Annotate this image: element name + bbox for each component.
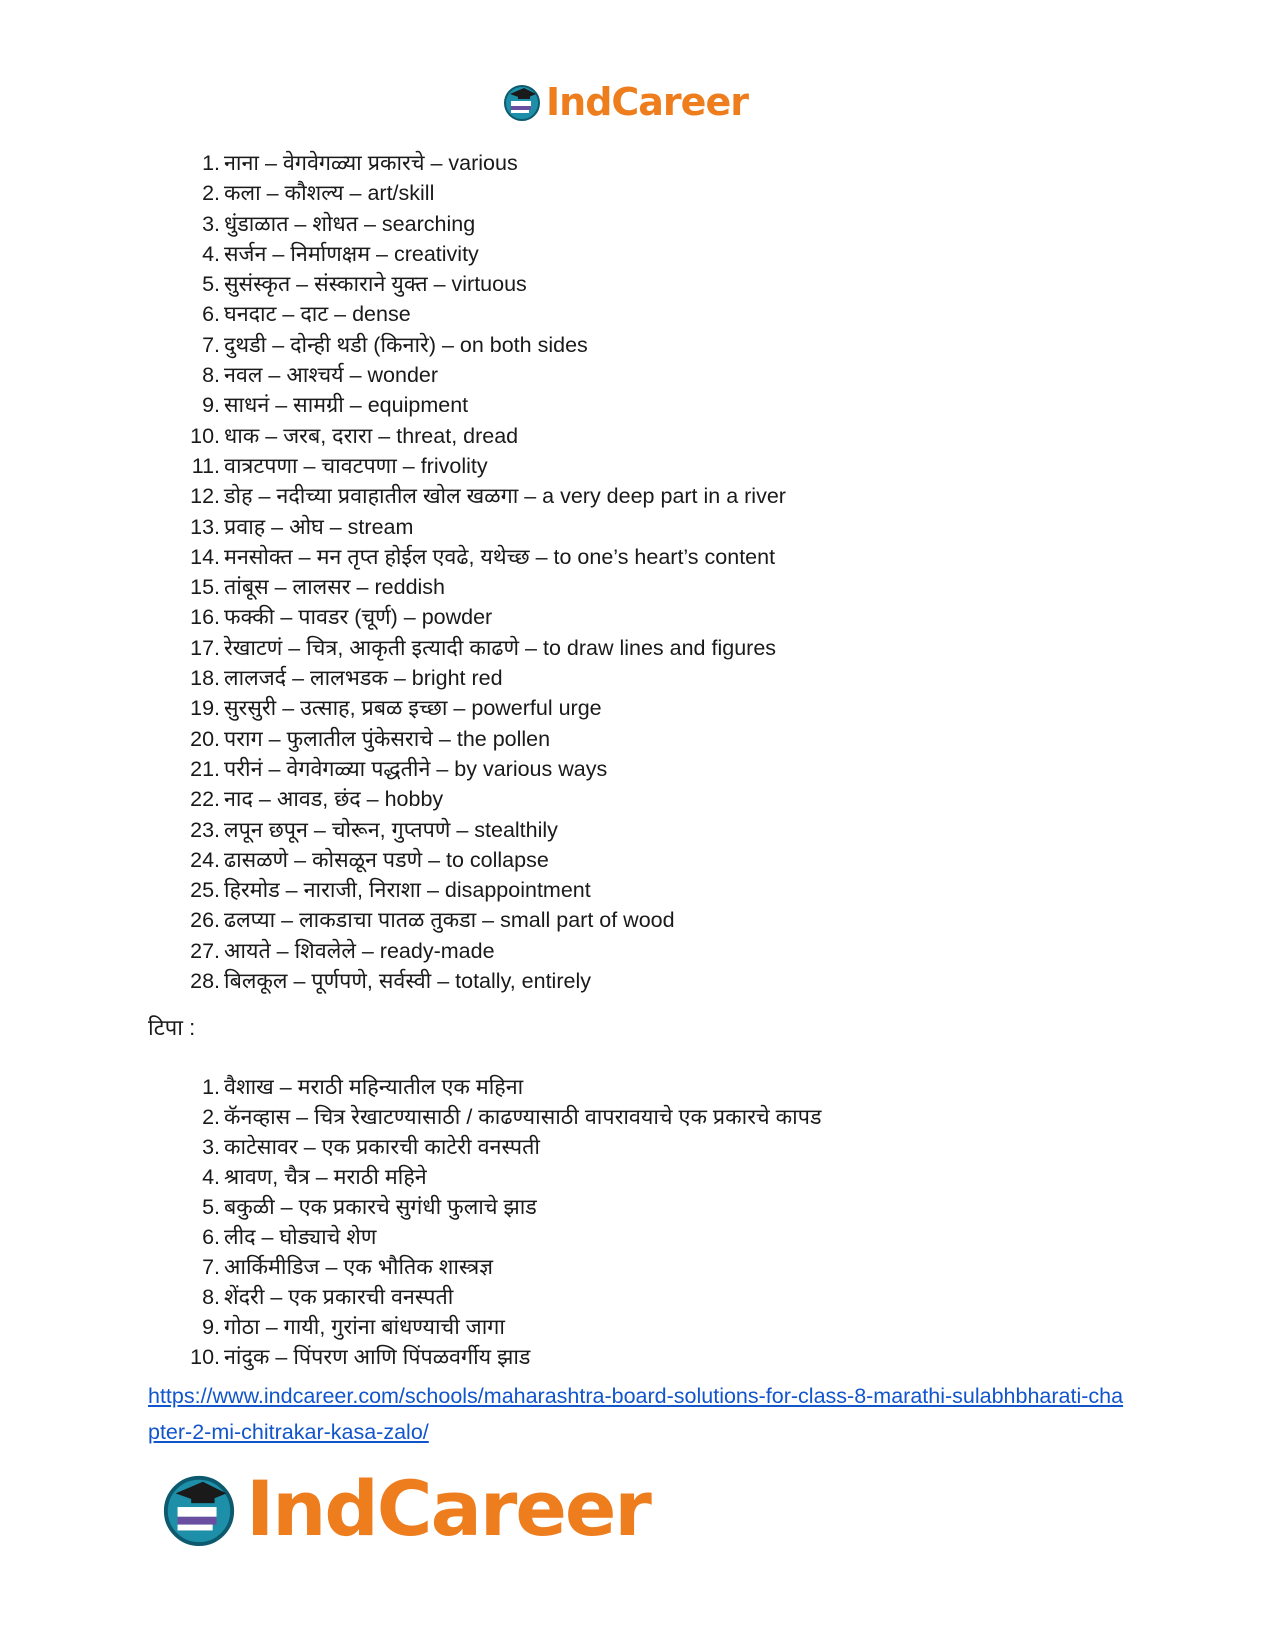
list-item — [186, 845, 786, 875]
list-number: 2. — [202, 181, 220, 206]
list-number: 17. — [190, 635, 220, 660]
list-number: 3. — [202, 211, 220, 236]
graduation-book-globe-icon — [160, 1470, 238, 1548]
list-item — [186, 239, 786, 269]
list-item — [186, 663, 786, 693]
list-text: फक्की – पावडर (चूर्ण) – powder — [224, 605, 493, 630]
list-item — [186, 1282, 821, 1312]
list-number: 8. — [202, 363, 220, 388]
list-number: 19. — [190, 696, 220, 721]
footer-logo — [160, 1464, 650, 1553]
list-number: 4. — [202, 241, 220, 266]
list-number: 25. — [190, 878, 220, 903]
list-number: 9. — [202, 393, 220, 418]
list-text: सुसंस्कृत – संस्काराने युक्त – virtuous — [224, 272, 527, 297]
list-number: 13. — [190, 514, 220, 539]
list-text: कला – कौशल्य – art/skill — [224, 181, 435, 206]
list-text: सर्जन – निर्माणक्षम – creativity — [224, 241, 479, 266]
list-item — [186, 1222, 821, 1252]
list-number: 26. — [190, 908, 220, 933]
list-text: शेंदरी – एक प्रकारची वनस्पती — [224, 1285, 454, 1309]
list-item — [186, 572, 786, 602]
list-number: 14. — [190, 544, 220, 569]
list-text: पराग – फुलातील पुंकेसराचे – the pollen — [224, 726, 551, 751]
list-text: वैशाख – मराठी महिन्यातील एक महिना — [224, 1075, 524, 1099]
list-item — [186, 784, 786, 814]
list-number: 5. — [202, 272, 220, 297]
list-number: 7. — [202, 332, 220, 357]
list-item — [186, 1312, 821, 1342]
list-text: गोठा – गायी, गुरांना बांधण्याची जागा — [224, 1315, 505, 1339]
list-item — [186, 1342, 821, 1372]
list-item — [186, 360, 786, 390]
list-item — [186, 1252, 821, 1282]
list-text: तांबूस – लालसर – reddish — [224, 575, 446, 600]
graduation-book-globe-icon — [502, 82, 542, 122]
list-item — [186, 451, 786, 481]
list-item — [186, 633, 786, 663]
list-text: धुंडाळात – शोधत – searching — [224, 211, 476, 236]
list-item — [186, 1162, 821, 1192]
list-item — [186, 390, 786, 420]
list-text: आर्किमीडिज – एक भौतिक शास्त्रज्ञ — [224, 1255, 493, 1279]
list-text: सुरसुरी – उत्साह, प्रबळ इच्छा – powerful urge — [224, 696, 602, 721]
list-text: काटेसावर – एक प्रकारची काटेरी वनस्पती — [224, 1135, 540, 1159]
list-text: वात्रटपणा – चावटपणा – frivolity — [224, 453, 488, 478]
list-number: 24. — [190, 847, 220, 872]
vocabulary-list — [186, 148, 786, 996]
list-item — [186, 148, 786, 178]
list-text: ढलप्या – लाकडाचा पातळ तुकडा – small part of wood — [224, 908, 675, 933]
list-number: 1. — [202, 151, 220, 175]
list-text: नवल – आश्चर्य – wonder — [224, 363, 439, 388]
list-number: 2. — [202, 1105, 220, 1129]
list-number: 11. — [191, 453, 220, 478]
list-number: 12. — [190, 484, 220, 509]
list-number: 3. — [202, 1135, 220, 1159]
list-text: रेखाटणं – चित्र, आकृती इत्यादी काढणे – to draw lines and figures — [224, 635, 777, 660]
source-link[interactable]: https://www.indcareer.com/schools/maharashtra-board-solutions-for-class-8-marathi-sulabhbharati-chapter-2-mi-chitrakar-kasa-zalo/ — [148, 1384, 1124, 1444]
list-item — [186, 1192, 821, 1222]
list-item — [186, 966, 786, 996]
notes-list — [186, 1072, 821, 1372]
list-number: 7. — [202, 1255, 220, 1279]
list-item — [186, 542, 786, 572]
list-item — [186, 905, 786, 935]
list-number: 8. — [202, 1285, 220, 1309]
list-text: घनदाट – दाट – dense — [224, 302, 411, 327]
list-item — [186, 815, 786, 845]
list-text: आयते – शिवलेले – ready-made — [224, 938, 495, 963]
list-number: 18. — [190, 666, 220, 691]
list-number: 16. — [190, 605, 220, 630]
list-item — [186, 481, 786, 511]
list-text: बिलकूल – पूर्णपणे, सर्वस्वी – totally, entirely — [224, 969, 591, 994]
list-item — [186, 421, 786, 451]
list-text: डोह – नदीच्या प्रवाहातील खोल खळगा – a very deep part in a river — [224, 484, 786, 509]
list-text: लालजर्द – लालभडक – bright red — [224, 666, 503, 691]
list-number: 28. — [190, 969, 220, 994]
list-text: हिरमोड – नाराजी, निराशा – disappointment — [224, 878, 591, 903]
list-item — [186, 693, 786, 723]
list-text: परीनं – वेगवेगळ्या पद्धतीने – by various ways — [224, 756, 608, 781]
list-item — [186, 936, 786, 966]
list-number: 1. — [202, 1075, 220, 1099]
list-number: 15. — [190, 575, 220, 600]
brand-name: IndCareer — [546, 80, 748, 124]
list-item — [186, 209, 786, 239]
list-item — [186, 178, 786, 208]
list-number: 6. — [202, 302, 220, 327]
list-text: धाक – जरब, दरारा – threat, dread — [224, 423, 519, 448]
list-number: 10. — [190, 423, 220, 448]
list-number: 9. — [202, 1315, 220, 1339]
list-item — [186, 1132, 821, 1162]
list-number: 20. — [190, 726, 220, 751]
list-item — [186, 724, 786, 754]
list-number: 10. — [190, 1345, 220, 1369]
brand-name: IndCareer — [246, 1464, 650, 1553]
list-text: लपून छपून – चोरून, गुप्तपणे – stealthily — [224, 817, 558, 842]
list-number: 23. — [190, 817, 220, 842]
list-text: दुथडी – दोन्ही थडी (किनारे) – on both sides — [224, 332, 588, 357]
list-item — [186, 875, 786, 905]
list-item — [186, 269, 786, 299]
list-number: 27. — [190, 938, 220, 963]
list-number: 22. — [190, 787, 220, 812]
list-text: नाना – वेगवेगळ्या प्रकारचे – various — [224, 151, 518, 175]
list-text: मनसोक्त – मन तृप्त होईल एवढे, यथेच्छ – to one’s heart’s content — [224, 544, 776, 569]
list-item — [186, 754, 786, 784]
header-logo — [502, 80, 748, 124]
list-item — [186, 299, 786, 329]
list-number: 5. — [202, 1195, 220, 1219]
list-number: 6. — [202, 1225, 220, 1249]
list-text: श्रावण, चैत्र – मराठी महिने — [224, 1165, 427, 1189]
list-item — [186, 512, 786, 542]
notes-heading: टिपा : — [148, 1015, 196, 1040]
list-number: 4. — [202, 1165, 220, 1189]
list-text: नाद – आवड, छंद – hobby — [224, 787, 444, 812]
list-text: नांदुक – पिंपरण आणि पिंपळवर्गीय झाड — [224, 1345, 531, 1369]
list-text: प्रवाह – ओघ – stream — [224, 514, 414, 539]
list-item — [186, 1102, 821, 1132]
list-text: ढासळणे – कोसळून पडणे – to collapse — [224, 847, 549, 872]
list-item — [186, 602, 786, 632]
list-item — [186, 330, 786, 360]
list-text: कॅनव्हास – चित्र रेखाटण्यासाठी / काढण्यासाठी वापरावयाचे एक प्रकारचे कापड — [224, 1105, 822, 1129]
list-number: 21. — [190, 756, 220, 781]
list-text: लीद – घोड्याचे शेण — [224, 1225, 377, 1249]
list-item — [186, 1072, 821, 1102]
list-text: बकुळी – एक प्रकारचे सुगंधी फुलाचे झाड — [224, 1195, 537, 1219]
list-text: साधनं – सामग्री – equipment — [224, 393, 469, 418]
